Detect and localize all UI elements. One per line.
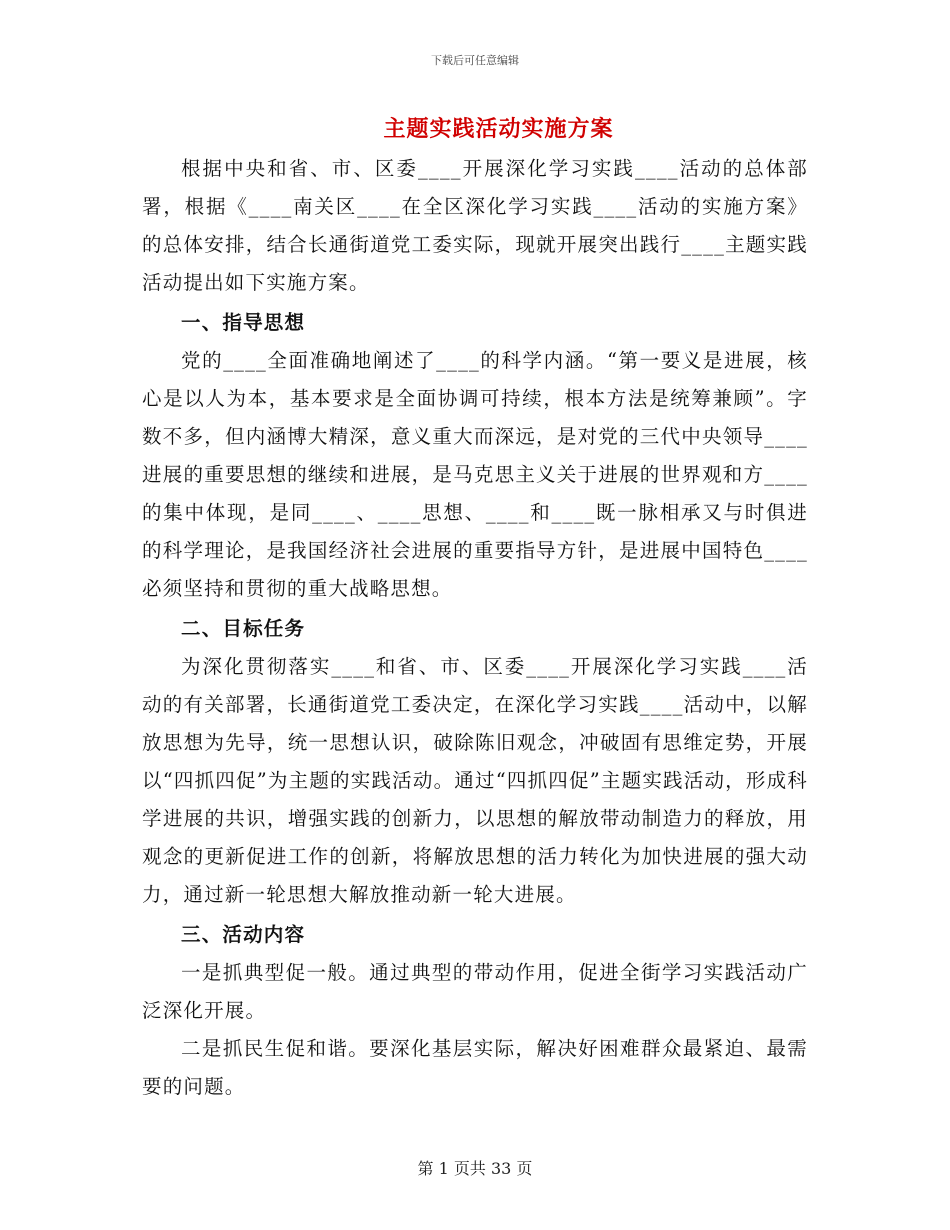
guiding-thought-paragraph: 党的____全面准确地阐述了____的科学内涵。“第一要义是进展，核心是以人为本，基本要求是全面协调可持续，根本方法是统筹兼顾”。字数不多，但内涵博大精深，意义重大而深远，是对党的三代中央领导____进展的重要思想的继续和进展，是马克思主义关于进展的世界观和方____的集中体现，是同____、____思想、____和____既一脉相承又与时俱进的科学理论，是我国经济社会进展的重要指导方针，是进展中国特色____必须坚持和贯彻的重大战略思想。 (142, 349, 808, 600)
activity-item-2: 二是抓民生促和谐。要深化基层实际，解决好困难群众最紧迫、最需要的问题。 (142, 1037, 808, 1098)
document-title: 主题实践活动实施方案 (383, 116, 614, 142)
activity-item-1: 一是抓典型促一般。通过典型的带动作用，促进全街学习实践活动广泛深化开展。 (142, 961, 808, 1022)
section-heading-goals: 二、目标任务 (181, 617, 306, 640)
page-header-note: 下载后可任意编辑 (431, 54, 519, 67)
section-heading-activities: 三、活动内容 (181, 923, 306, 946)
section-heading-guiding-thought: 一、指导思想 (181, 311, 306, 334)
goals-paragraph: 为深化贯彻落实____和省、市、区委____开展深化学习实践____活动的有关部署，长通街道党工委决定，在深化学习实践____活动中，以解放思想为先导，统一思想认识，破除陈旧观念，冲破固有思维定势，开展以“四抓四促”为主题的实践活动。通过“四抓四促”主题实践活动，形成科学进展的共识，增强实践的创新力，以思想的解放带动制造力的释放，用观念的更新促进工作的创新，将解放思想的活力转化为加快进展的强大动力，通过新一轮思想大解放推动新一轮大进展。 (142, 655, 808, 906)
page-number-footer: 第 1 页共 33 页 (417, 1159, 533, 1178)
document-body (142, 150, 808, 1106)
intro-paragraph: 根据中央和省、市、区委____开展深化学习实践____活动的总体部署，根据《____南关区____在全区深化学习实践____活动的实施方案》的总体安排，结合长通街道党工委实际，现就开展突出践行____主题实践活动提出如下实施方案。 (142, 157, 808, 294)
